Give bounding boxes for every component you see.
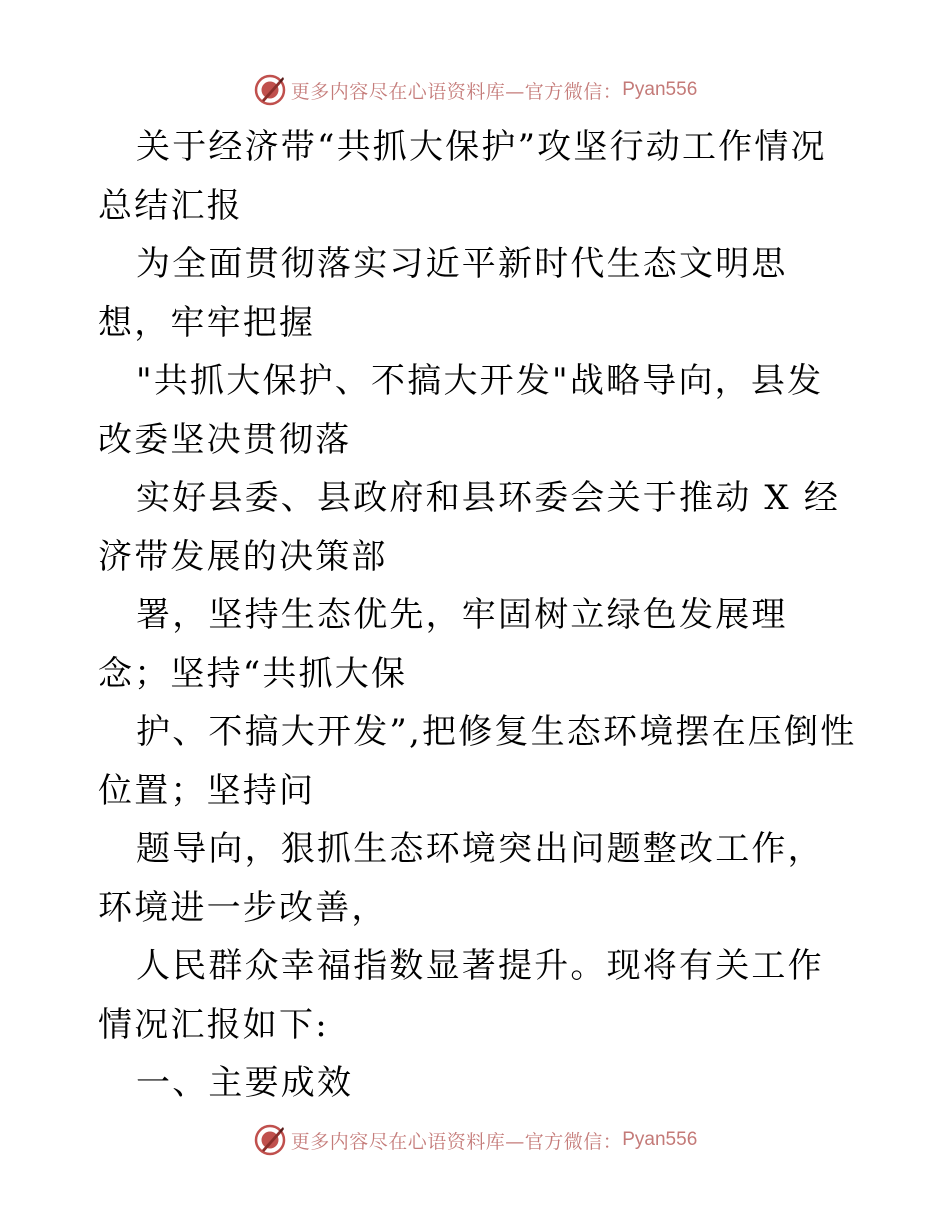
document-title: 关于经济带“共抓大保护”攻坚行动工作情况总结汇报 — [98, 127, 827, 226]
quill-pen-seal-icon — [253, 73, 287, 107]
watermark-account: Pyan556 — [622, 1129, 698, 1150]
watermark-account: Pyan556 — [622, 79, 698, 100]
watermark-text: 更多内容尽在心语资料库—官方微信： — [290, 80, 623, 103]
paragraph: 题导向，狠抓生态环境突出问题整改工作，环境进一步改善， — [98, 829, 824, 928]
paragraph: 署，坚持生态优先，牢固树立绿色发展理念；坚持“共抓大保 — [98, 595, 788, 694]
section-heading: 一、主要成效 — [136, 1063, 354, 1103]
paragraph: 人民群众幸福指数显著提升。现将有关工作情况汇报如下: — [98, 946, 824, 1045]
paragraph: 为全面贯彻落实习近平新时代生态文明思想，牢牢把握 — [98, 244, 788, 343]
header-watermark — [0, 70, 950, 110]
quill-pen-seal-icon — [253, 1123, 287, 1157]
watermark-text: 更多内容尽在心语资料库—官方微信： — [290, 1130, 623, 1153]
footer-watermark — [0, 1120, 950, 1160]
paragraph: 护、不搞大开发”,把修复生态环境摆在压倒性位置；坚持问 — [98, 712, 857, 811]
paragraph: 实好县委、县政府和县环委会关于推动 X 经济带发展的决策部 — [98, 478, 841, 577]
paragraph: "共抓大保护、不搞大开发"战略导向，县发改委坚决贯彻落 — [98, 361, 824, 460]
document-body — [98, 118, 858, 1113]
